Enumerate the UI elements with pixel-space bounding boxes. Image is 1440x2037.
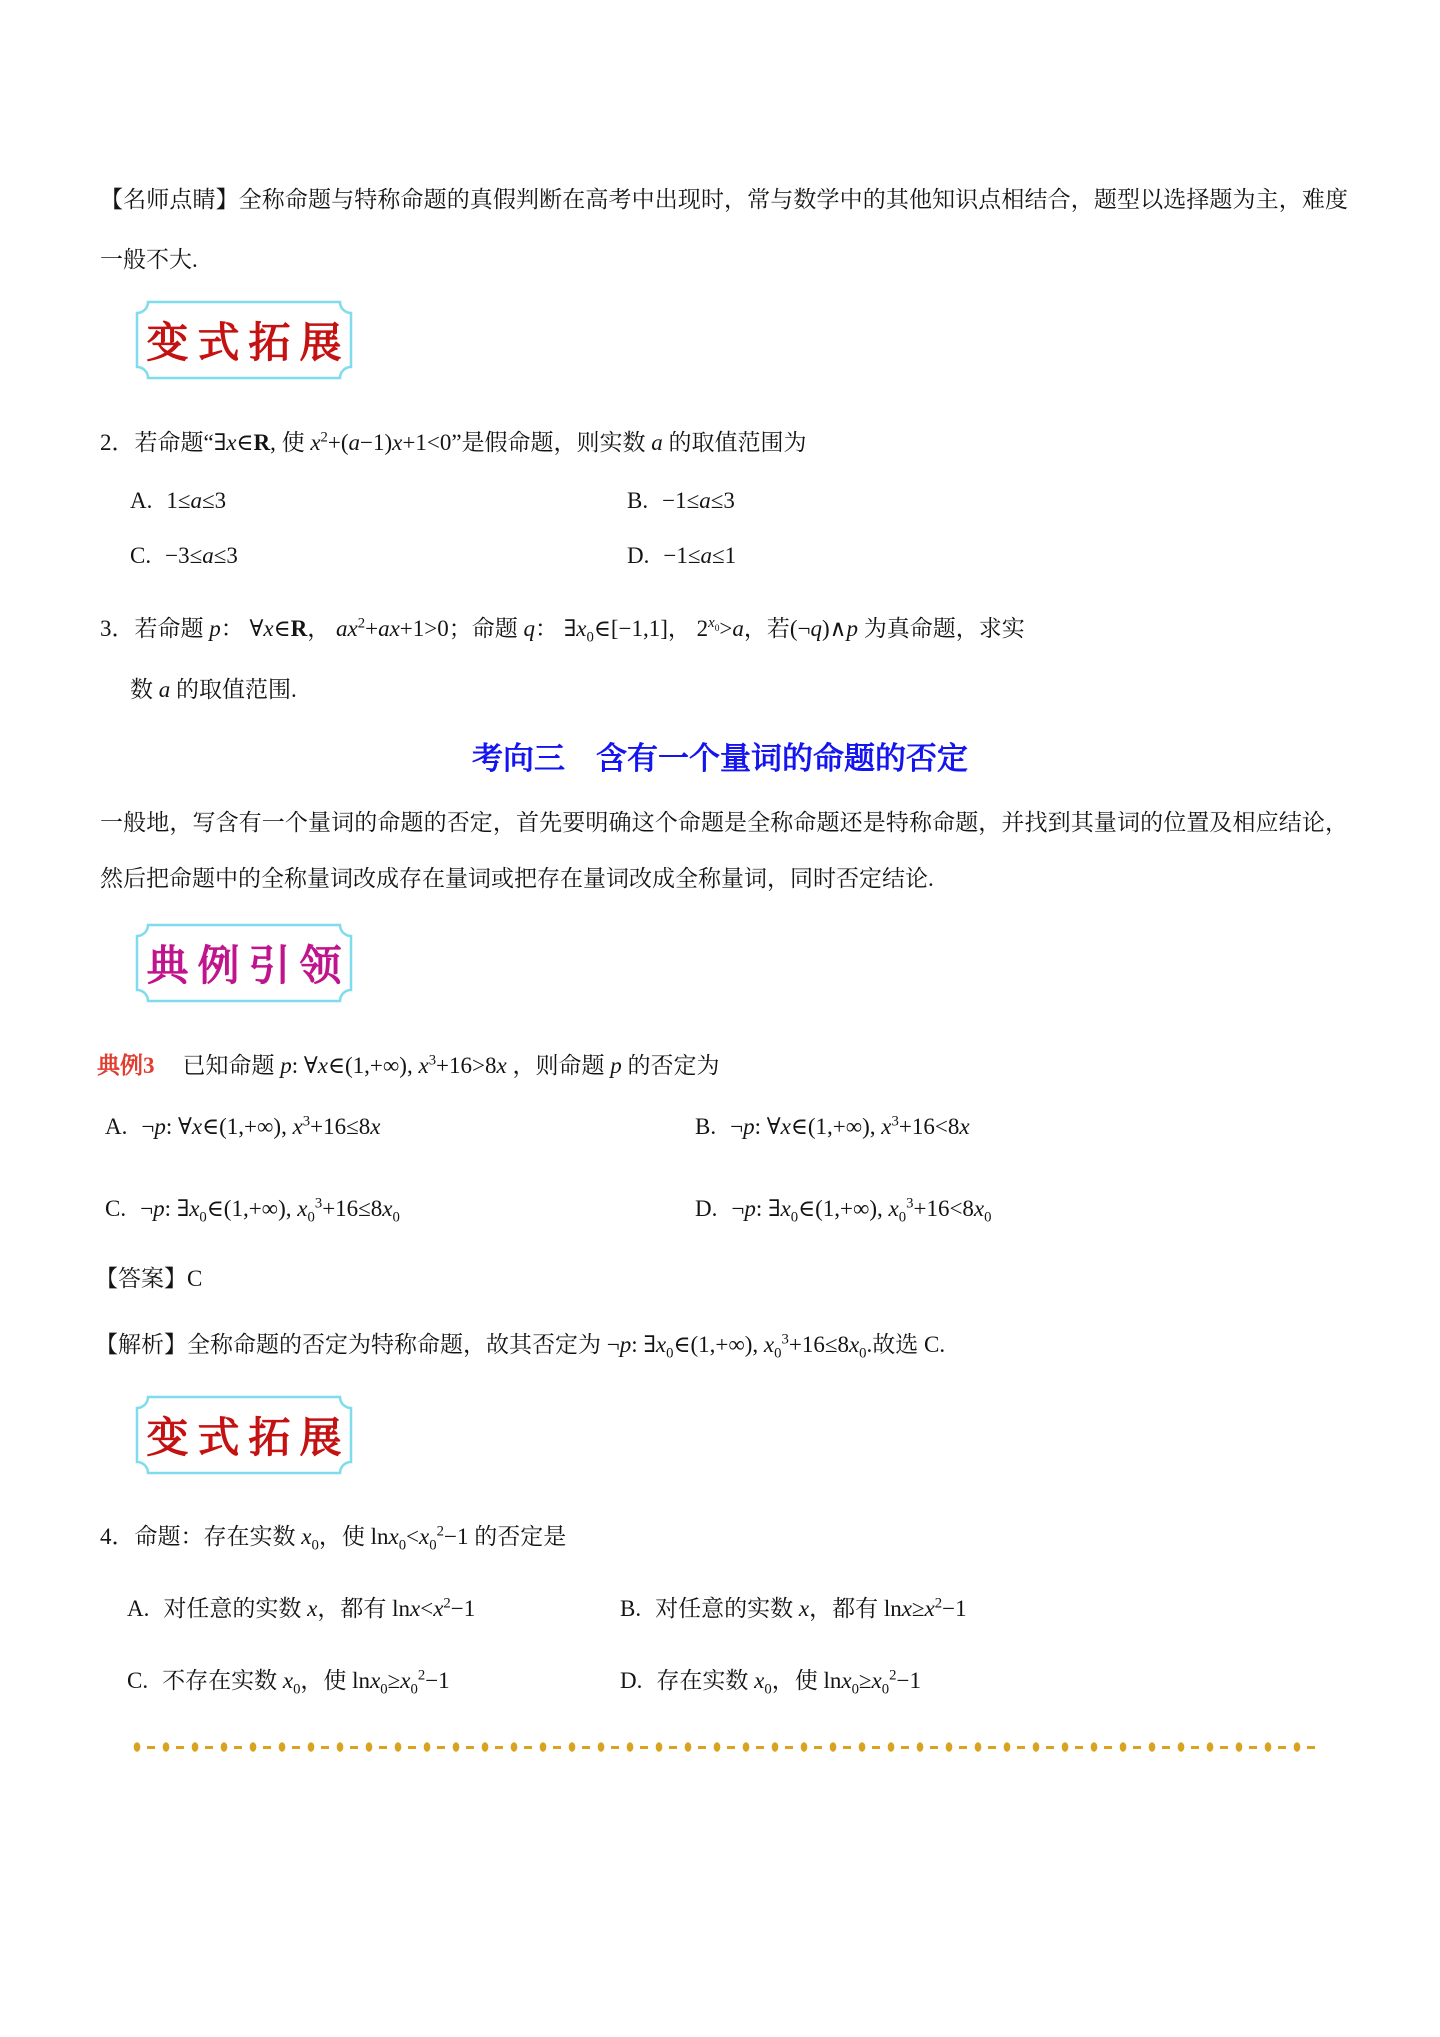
example-3-option-a — [105, 1114, 380, 1140]
section-heading: 考向三 含有一个量词的命题的否定 — [472, 741, 968, 776]
badge-variation-expansion-1 — [135, 300, 353, 380]
example-3-text: 已知命题 p: ∀x∈(1,+∞), $x^3+16>8x$ ，则命题 p 的否定为 — [182, 1052, 720, 1078]
option-label: A. — [127, 1596, 150, 1621]
example-3-stem — [97, 1047, 719, 1080]
option-text: ¬p: ∀x∈(1,+∞), $x^3+16\le 8x$ — [141, 1113, 381, 1139]
example-3-option-d — [695, 1195, 992, 1226]
option-label: B. — [620, 1596, 642, 1621]
option-text: 对任意的实数 x，都有 $\ln x\ge x^2-1$ — [655, 1595, 967, 1621]
badge-example-label: 典例引领 — [146, 944, 351, 990]
question-2-option-b — [627, 488, 735, 514]
option-label: C. — [130, 543, 152, 568]
question-2-option-d — [627, 543, 736, 569]
example-3-option-b — [695, 1114, 970, 1140]
option-label: C. — [105, 1196, 127, 1221]
option-text: ¬p: $\exists x_0\in(1,+\infty)$, $x_0^3+16<8x_0$ — [731, 1195, 992, 1226]
option-label: B. — [695, 1114, 717, 1139]
section-intro: 一般地，写含有一个量词的命题的否定，首先要明确这个命题是全称命题还是特称命题，并找到其量词的位置及相应结论，然后把命题中的全称量词改成存在量词或把存在量词改成全称量词，同时否定结论. — [100, 810, 1348, 891]
question-4-option-a — [127, 1590, 475, 1623]
option-label: D. — [627, 543, 650, 568]
question-4-stem: 4．命题：存在实数 $x_0$，使 $\ln x_0<x_0^2-1$ 的否定是 — [100, 1523, 567, 1554]
question-4-option-c — [127, 1662, 450, 1698]
example-3-answer: 【答案】C — [95, 1266, 203, 1291]
option-text: −1≤a≤3 — [662, 488, 735, 513]
option-label: B. — [627, 488, 649, 513]
option-text: −3≤a≤3 — [165, 543, 238, 568]
option-text: 不存在实数 $x_0$，使 $\ln x_0\ge x_0^2-1$ — [162, 1667, 450, 1698]
example-3-option-c — [105, 1195, 400, 1226]
teacher-note: 【名师点睛】全称命题与特称命题的真假判断在高考中出现时，常与数学中的其他知识点相结合，题型以选择题为主，难度一般不大. — [100, 187, 1348, 272]
option-label: C. — [127, 1668, 149, 1693]
example-3-analysis: 【解析】全称命题的否定为特称命题，故其否定为 ¬p: $\exists x_0\in(1,+\infty)$, $x_0^3+16\le 8x_0$.故选 C. — [95, 1331, 946, 1362]
badge-variation-expansion-2 — [135, 1395, 353, 1475]
option-label: A. — [130, 488, 153, 513]
option-text: 对任意的实数 x，都有 $\ln x<x^2-1$ — [163, 1595, 476, 1621]
question-3-line2: 数 a 的取值范围. — [130, 677, 297, 702]
section-divider — [130, 1741, 1322, 1753]
badge-example-lead — [135, 923, 353, 1003]
question-2-option-c — [130, 543, 238, 569]
question-4-option-d — [620, 1662, 921, 1698]
option-text: ¬p: ∀x∈(1,+∞), $x^3+16<8x$ — [730, 1113, 970, 1139]
question-2-stem: 2．若命题“∃x∈R, 使 $x^2+(a-1)x+1<0$”是假命题，则实数 a 的取值范围为 — [100, 429, 807, 455]
option-text: ¬p: $\exists x_0\in(1,+\infty)$, $x_0^3+16\le 8x_0$ — [140, 1195, 400, 1226]
option-text: −1≤a≤1 — [663, 543, 737, 568]
question-4-option-b — [620, 1590, 967, 1623]
option-text: 1≤a≤3 — [166, 488, 227, 513]
badge-variation-label: 变式拓展 — [146, 321, 351, 367]
option-label: A. — [105, 1114, 128, 1139]
option-label: D. — [695, 1196, 718, 1221]
badge-variation-label: 变式拓展 — [146, 1416, 351, 1462]
example-3-label: 典例3 — [97, 1053, 155, 1078]
option-label: D. — [620, 1668, 643, 1693]
option-text: 存在实数 $x_0$，使 $\ln x_0\ge x_0^2-1$ — [656, 1667, 921, 1698]
question-3-line1: 3．若命题 p： ∀x∈R， $ax^2+ax+1>0$；命题 q： $\exists x_0\in[-1,1]$， $2^{x_0}>a$，若(¬q)∧p 为真命题，求实 — [100, 615, 1025, 646]
question-2-option-a — [130, 488, 226, 514]
